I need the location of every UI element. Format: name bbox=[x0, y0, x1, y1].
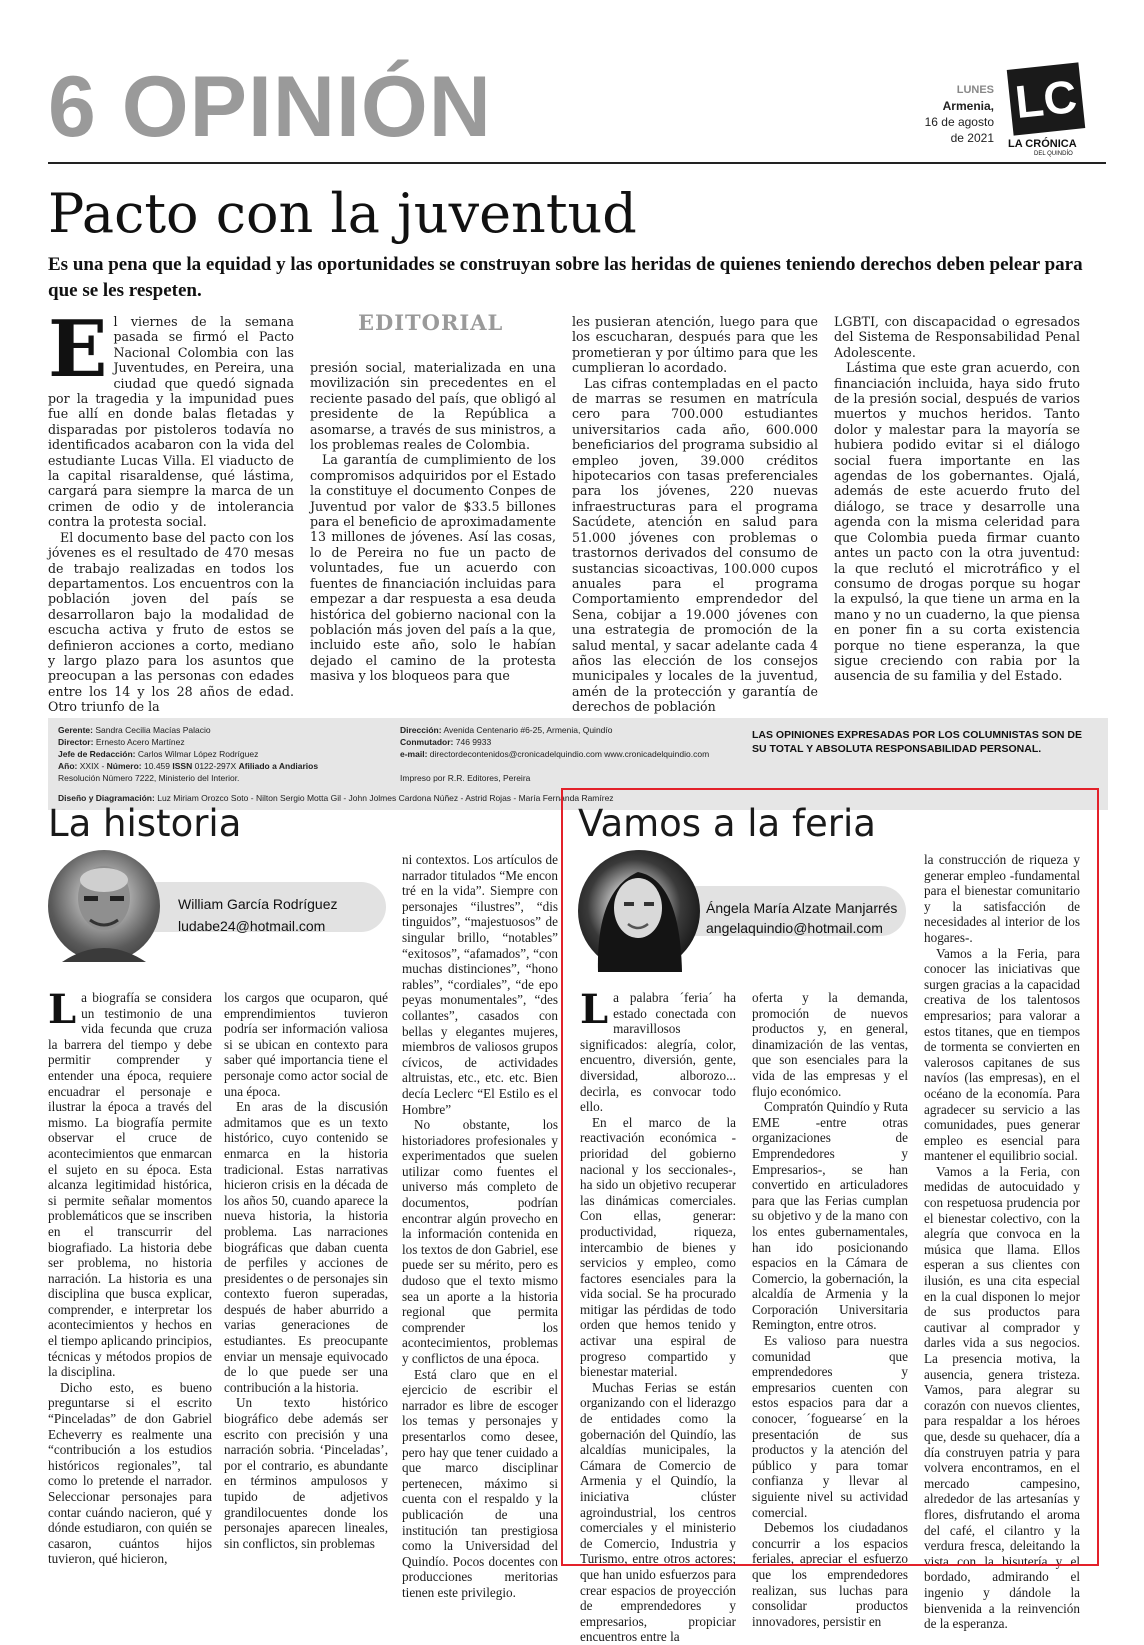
paragraph: LGBTI, con discapacidad o egresados del Sistema de Responsabilidad Penal Adolescente. bbox=[834, 314, 1080, 360]
staff-label: Jefe de Redacción: bbox=[58, 749, 136, 759]
editorial-label: EDITORIAL bbox=[358, 310, 504, 335]
paragraph: les pusieran atención, luego para que los escucharan, después para que les prometieran y por último para que les cumplieran lo acordado. bbox=[572, 314, 818, 376]
column-title-feria: Vamos a la feria bbox=[578, 802, 876, 845]
paragraph: ni contextos. Los artículos de narrador titulados “Me encon tré en la vida”. Siempre con personajes “ilustres”, “dis tinguidos”, “majestuosos” de singular brillo, “notables” “exitosos”, “afamados”, “con muchas distinciones”, “hono rables”, “cordiales”, “de epo peyas monumentales”, “des collantes”, casados con bellas y elegantes mujeres, miembros de valiosos grupos cívicos, de actividades altruistas, etc., etc. etc. Bien decía Leclerc “El Estilo es el Hombre” bbox=[402, 852, 558, 1117]
staff-direccion: Avenida Centenario #6-25, Armenia, Quindío bbox=[443, 725, 613, 735]
paragraph: los cargos que ocuparon, qué emprendimientos tuvieron podría ser información valiosa si se ubican en contexto para saber qué importancia tiene el personaje como actor social de una época. bbox=[224, 990, 388, 1099]
author-email[interactable]: ludabe24@hotmail.com bbox=[178, 918, 326, 934]
newspaper-logo: LC bbox=[1007, 62, 1086, 135]
columnists-disclaimer: LAS OPINIONES EXPRESADAS POR LOS COLUMNISTAS SON DE SU TOTAL Y ABSOLUTA RESPONSABILIDAD PERSONAL. bbox=[752, 729, 1083, 755]
author-name: William García Rodríguez bbox=[178, 896, 338, 912]
date-block bbox=[925, 82, 994, 146]
author-photo-william bbox=[48, 850, 160, 962]
paragraph: Es valioso para nuestra comunidad que emprendedores y empresarios cuenten con estos espacios para dar a conocer, ´foguearse´ en la presentación de sus productos y la atención del público y para tomar confianza y llevar al siguiente nivel su actividad comercial. bbox=[752, 1333, 908, 1520]
dropcap: L bbox=[580, 986, 609, 1033]
editorial-column-3 bbox=[572, 314, 818, 714]
paragraph: Las cifras contempladas en el pacto de marras se resumen en matrícula cero para 700.000 estudiantes universitarios cada año, 600.000 beneficiarios del programa subsidio al empleo joven, 39.000 créditos hipotecarios con tasas preferenciales para los jóvenes, 220 nuevas infraestructuras para el programa Sacúdete, atención en salud para 51.000 jóvenes con problemas o trastornos derivados del consumo de sustancias sicoactivas, 100.000 cupos anuales para el programa Comportamiento emprendedor del Sena, cobijar a 19.000 jóvenes con una estrategia de promoción de la salud mental, y sacar adelante cada 4 años las elección de los consejos municipales y locales de la juventud, amén de la protección y garantía de derechos de población bbox=[572, 375, 818, 715]
paragraph: Un texto histórico biográfico debe además ser escrito con precisión y una narración sobria. ‘Pinceladas’, por el contrario, es abundante en términos ampulosos y tupido de adjetivos grandilocuentes donde los personajes aparecen lineales, sin conflictos, sin problemas bbox=[224, 1395, 388, 1551]
staff-director: Ernesto Acero Martínez bbox=[95, 737, 185, 747]
feria-column-3 bbox=[924, 852, 1080, 1632]
portrait-icon bbox=[578, 850, 700, 972]
paragraph: Vamos a la Feria, para conocer las iniciativas que surgen gracias a la capacidad creativa de los talentosos empresarios; para valorar a estos titanes, que en tiempos de tormenta se convierten en valerosos capitanes de sus navíos (las empresas), en el océano de la economía. Para agradecer su servicio a las comunidades, pues generar empleo es esencial para mantener el equilibrio social. bbox=[924, 945, 1080, 1164]
day-of-week: LUNES bbox=[956, 84, 994, 96]
author-email[interactable]: angelaquindio@hotmail.com bbox=[706, 920, 883, 936]
paragraph: presión social, materializada en una movilización sin precedentes en el reciente pasado del país, que obligó al presidente de la República a asomarse, a través de sus ministros, a los problemas reales de Colombia. bbox=[310, 360, 556, 453]
staff-label: Dirección: bbox=[400, 725, 442, 735]
dropcap: L bbox=[48, 986, 77, 1033]
staff-afiliado: Afiliado a Andiarios bbox=[238, 761, 319, 771]
staff-label: Conmutador: bbox=[400, 737, 454, 747]
paragraph: a biografía se considera un testimonio de una vida fecunda que cruza la barrera del tiempo y debe permitir comprender y entender una época, requiere encuadrar el personaje e ilustrar la época a través del mismo. La biografía permite observar el cruce de acontecimientos que enmarcan el sujeto en su época. Esta alcanza legitimidad histórica, si permite señalar momentos problemáticos que se inscriben en el transcurrir del biografiado. La historia debe ser problema, no historia narración. La historia es una disciplina que busca explicar, comprender, e interpretar los acontecimientos y hechos en el tiempo aplicando principios, técnicas y métodos propios de la disciplina. bbox=[48, 990, 212, 1380]
editorial-column-1 bbox=[48, 304, 294, 715]
date-line-1: 16 de agosto bbox=[924, 115, 994, 129]
feria-column-1 bbox=[580, 986, 736, 1645]
staff-diseno: Luz Miriam Orozco Soto - Nilton Sergio Motta Gil - John Jolmes Cardona Núñez - Astrid Rojas - María Fernanda Ramírez bbox=[157, 793, 614, 803]
editorial-headline: Pacto con la juventud bbox=[48, 182, 637, 245]
paragraph: oferta y la demanda, promoción de nuevos productos y, en general, dinamización de las ventas, que son esenciales para la vida de las empresas y el flujo económico. bbox=[752, 990, 908, 1099]
staff-label: Director: bbox=[58, 737, 94, 747]
historia-column-2 bbox=[224, 990, 388, 1560]
paragraph: l viernes de la semana pasada se firmó el Pacto Nacional Colombia con las Juventudes, en Pereira, una ciudad que quedó signada por la tragedia y la impunidad pues fue allí en donde balas fletadas y disparadas por pistoleros todavía no identificados acabaron con la vida del estudiante Lucas Villa. El viaducto de la capital risaraldense, qué lástima, cargará para siempre la marca de un crimen de odio y de intolerancia contra la protesta social. bbox=[48, 314, 294, 530]
editorial-column-2 bbox=[310, 360, 556, 714]
editorial-column-4 bbox=[834, 314, 1080, 714]
paragraph: a palabra ´feria´ ha estado conectada con maravillosos significados: alegría, color, encuentro, diversión, gente, diversidad, alborozo... decirla, es convocar todo ello. bbox=[580, 990, 736, 1115]
staff-label: ISSN bbox=[172, 761, 193, 771]
historia-column-1 bbox=[48, 986, 212, 1567]
staff-resolucion: Resolución Número 7222, Ministerio del Interior. bbox=[58, 773, 240, 783]
paragraph: No obstante, los historiadores profesionales y experimentados que suelen utilizar como fuentes el universo más completo de documentos, podrían encontrar algún provecho en la información contenida en los textos de don Gabriel, ese puede ser su mérito, pero es dudoso que el texto mismo sea un aporte a la historia regional que permita comprender los acontecimientos, problemas y conflictos de una época. bbox=[402, 1117, 558, 1366]
paragraph: En aras de la discusión admitamos que es un texto histórico, cuyo contenido se enmarca en la historia tradicional. Estas narrativas hicieron crisis en la década de los años 50, cuando aparece la nueva historia, la historia problema. Las narraciones biográficas que daban cuenta de perfiles y acciones de presidentes o de personajes sin contexto fueron superadas, después de haber aburrido a varias generaciones de estudiantes. Es preocupante enviar un mensaje equivocado de lo que puede ser una contribución a la historia. bbox=[224, 1099, 388, 1395]
historia-column-3 bbox=[402, 852, 558, 1600]
staff-email[interactable]: directordecontenidos@cronicadelquindio.com www.cronicadelquindio.com bbox=[429, 749, 710, 759]
portrait-icon bbox=[48, 850, 160, 962]
paragraph: Vamos a la Feria, con medidas de autocuidado y con respetuosa prudencia por el bienestar colectivo, con la alegría que convoca en la música que llama. Ellos esperan a sus clientes con ilusión, es una cita especial en la cual disponen lo mejor de sus productos para cautivar al comprador y darles vida a sus negocios. La presencia motiva, la ausencia, genera tristeza. Vamos, para alegrar su corazón con nuevos clientes, para respaldar a los héroes que, desde su quehacer, día a día construyen patria y para volvera encontramos, en el mercado campesino, alrededor de las artesanías y flores, disfrutando el aroma del café, el cilantro y la verdura fresca, deleitando la vista con la bisutería y el bordado, admirando el ingenio y dándole la bienvenida a la reinvención de la esperanza. bbox=[924, 1163, 1080, 1632]
staff-label: e-mail: bbox=[400, 749, 428, 759]
staff-label: Año: bbox=[58, 761, 78, 771]
paragraph: Muchas Ferias se están organizando con el liderazgo de entidades como la gobernación del Quindío, las alcaldías municipales, la Cámara de Comercio de Armenia y el Quindío, la iniciativa clúster agroindustrial, los centros comerciales y el ministerio de Comercio, Industria y Turismo, entre otros actores; que han unido esfuerzos para crear espacios de proyección de emprendedores y empresarios, propiciar encuentros entre la bbox=[580, 1379, 736, 1645]
paragraph: Dicho esto, es bueno preguntarse si el escrito “Pinceladas” de don Gabriel Echeverry es realmente una “contribución a los estudios históricos regionales”, tal como lo pretende el narrador. Seleccionar personajes para contar cuándo nacieron, qué y dónde estudiaron, con quién se casaron, cuántos hijos tuvieron, qué hicieron, bbox=[48, 1379, 212, 1567]
page-section-title: 6 OPINIÓN bbox=[48, 59, 492, 155]
staff-ano: XXIX - bbox=[79, 761, 105, 771]
paragraph: la construcción de riqueza y generar empleo -fundamental para el bienestar comunitario y la satisfacción de necesidades al interior de los hogares-. bbox=[924, 852, 1080, 945]
staff-conmutador: 746 9933 bbox=[455, 737, 492, 747]
paragraph: El documento base del pacto con los jóvenes es el resultado de 470 mesas de trabajo realizadas en todos los departamentos. Los encuentros con la población joven del país se desarrollaron bajo la modalidad de escucha activa y fruto de estos se definieron acciones a corto, mediano y largo plazo para los asuntos que preocupan a las personas con edades entre los 14 y los 28 años de edad. Otro triunfo de la bbox=[48, 529, 294, 715]
staff-label: Gerente: bbox=[58, 725, 93, 735]
staff-jefe: Carlos Wilmar López Rodríguez bbox=[137, 749, 259, 759]
dropcap: E bbox=[48, 304, 108, 395]
paragraph: Lástima que este gran acuerdo, con financiación incluida, haya sido fruto de la presión social, después de varios muertos y muchos heridos. Tanto dolor y malestar para la mayoría se hubiera podido evitar si el diálogo social fuera importante en las agendas de los gobernantes. Ojalá, además de este acuerdo fruto del diálogo, se trace y desarrolle una agenda con la misma celeridad para que Colombia pueda firmar cuanto antes un pacto con la otra juventud: la que reclutó el microtráfico y el consumo de drogas porque su hogar la expulsó, la que tiene un arma en la mano y no un cuaderno, la que piensa en poner fin a su corta existencia porque no tiene esperanza, la que sigue creciendo con rabia por la ausencia de su familia y del Estado. bbox=[834, 360, 1080, 684]
author-photo-angela bbox=[578, 850, 700, 972]
column-title-historia: La historia bbox=[48, 802, 242, 845]
paragraph: Compratón Quindío y Ruta EME -entre otras organizaciones de Emprendedores y Empresarios-, se han convertido en articuladores para que las Ferias cumplan su objetivo y de la mano con los entes gubernamentales, han ido posicionando espacios en la Cámara de Comercio, la gobernación, la alcaldía de Armenia y la Corporación Universitaria Remington, entre otros. bbox=[752, 1099, 908, 1333]
staff-impreso: Impreso por R.R. Editores, Pereira bbox=[400, 773, 531, 783]
date-line-2: de 2021 bbox=[950, 131, 994, 145]
city: Armenia, bbox=[942, 99, 994, 113]
newspaper-subname: DEL QUINDÍO bbox=[1034, 151, 1073, 157]
paragraph: Está claro que en el ejercicio de escribir el narrador es libre de escoger los temas y personajes y presentarlos como desee, pero hay que tener cuidado a que marco disciplinar pertenecen, máximo si cuenta con el respaldo y la publicación de una institución tan prestigiosa como la Universidad del Quindío. Pocos docentes con producciones meritorias tienen este privilegio. bbox=[402, 1366, 558, 1600]
staff-issn: 0122-297X bbox=[194, 761, 237, 771]
editorial-deck: Es una pena que la equidad y las oportunidades se construyan sobre las heridas de quienes teniendo derechos deben pelear para que se les respeten. bbox=[48, 254, 1083, 301]
staff-label: Diseño y Diagramación: bbox=[58, 793, 155, 803]
paragraph: En el marco de la reactivación económica -prioridad del gobierno nacional y los seccionales-, ha sido un objetivo recuperar las dinámicas comerciales. Con ellas, generar: productividad, riqueza, intercambio de bienes y servicios y empleo, como factores esenciales para la vida social. Se ha procurado mitigar las pérdidas de todo orden que hemos tenido y activar una espiral de progreso compartido y bienestar material. bbox=[580, 1114, 736, 1380]
staff-numero: 10.459 bbox=[144, 761, 170, 771]
header-rule bbox=[48, 162, 1106, 164]
newspaper-name: LA CRÓNICA bbox=[1008, 138, 1077, 150]
feria-column-2 bbox=[752, 990, 908, 1629]
staff-gerente: Sandra Cecilia Macías Palacio bbox=[95, 725, 211, 735]
paragraph: La garantía de cumplimiento de los compromisos adquiridos por el Estado la constituye el documento Conpes de Juventud por valor de $33.5 billones para el beneficio de aproximadamente 13 millones de jóvenes. Así las cosas, lo de Pereira no fue un pacto de voluntades, fue un acuerdo con fuentes de financiación incluidas para empezar a dar respuesta a esa deuda histórica del gobierno nacional con la población más joven del país a la que, incluido este año, solo le habían dejado el camino de la protesta masiva y los bloqueos para que bbox=[310, 452, 556, 684]
paragraph: Debemos los ciudadanos concurrir a los espacios feriales, apreciar el esfuerzo que los emprendedores realizan, sus luchas para consolidar productos innovadores, persistir en bbox=[752, 1520, 908, 1629]
staff-label: Número: bbox=[106, 761, 142, 771]
author-name: Ángela María Alzate Manjarrés bbox=[706, 900, 898, 916]
